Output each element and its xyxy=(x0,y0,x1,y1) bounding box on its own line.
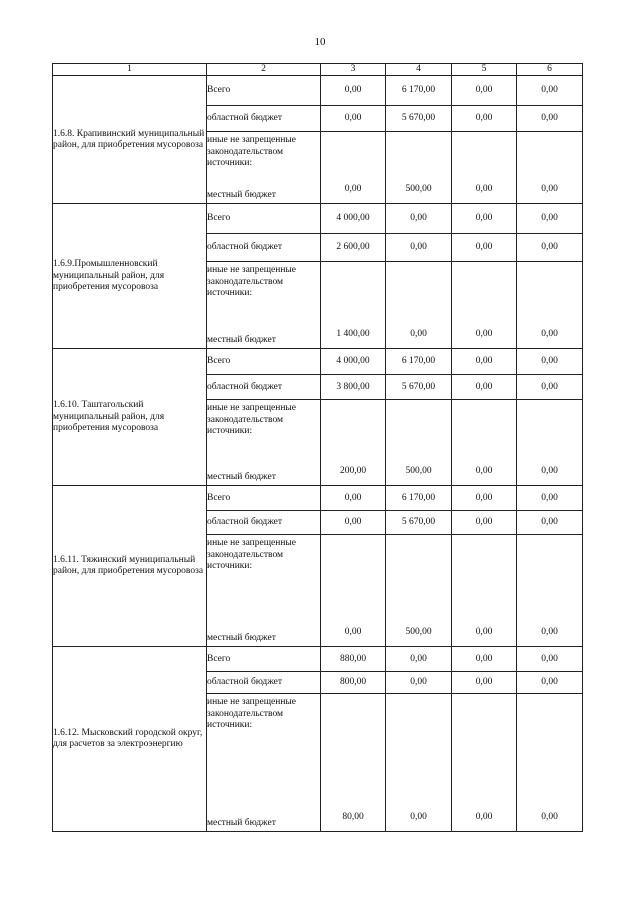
row-label-other-local xyxy=(207,262,321,349)
row-label-total: Всего xyxy=(207,647,321,672)
value-cell: 0,00 xyxy=(452,672,517,694)
local-value: 0,00 xyxy=(541,466,558,476)
value-cell: 880,00 xyxy=(321,647,386,672)
value-cell: 0,00 xyxy=(386,647,452,672)
local-value: 0,00 xyxy=(541,184,558,194)
row-label-other-sources: иные не запрещенные законодательством источники: xyxy=(207,403,297,437)
value-cell: 5 670,00 xyxy=(386,375,452,400)
value-cell: 5 670,00 xyxy=(386,106,452,132)
item-label: 1.6.8. Крапивинский муниципальный район, для приобретения мусоровоза xyxy=(53,128,205,150)
value-cell: 5 670,00 xyxy=(386,511,452,535)
row-label-total: Всего xyxy=(207,349,321,375)
local-value: 500,00 xyxy=(405,627,432,637)
value-cell xyxy=(386,262,452,349)
value-cell: 0,00 xyxy=(517,106,583,132)
local-value: 200,00 xyxy=(339,466,367,476)
item-cell xyxy=(53,647,207,832)
local-value: 0,00 xyxy=(410,329,427,339)
value-cell: 0,00 xyxy=(452,486,517,511)
value-cell xyxy=(386,694,452,832)
row-label-total: Всего xyxy=(207,486,321,511)
value-cell: 0,00 xyxy=(321,76,386,106)
value-cell xyxy=(321,400,386,486)
table-row xyxy=(53,349,583,375)
local-value: 500,00 xyxy=(405,466,432,476)
row-label-regional: областной бюджет xyxy=(207,234,321,262)
value-cell xyxy=(452,132,517,204)
value-cell: 0,00 xyxy=(321,486,386,511)
value-cell: 0,00 xyxy=(452,511,517,535)
row-label-other-sources: иные не запрещенные законодательством источники: xyxy=(207,697,297,731)
value-cell: 0,00 xyxy=(517,647,583,672)
value-cell: 0,00 xyxy=(452,647,517,672)
row-label-other-local xyxy=(207,132,321,204)
local-value: 0,00 xyxy=(475,627,493,637)
local-value: 0,00 xyxy=(541,329,558,339)
value-cell: 0,00 xyxy=(452,234,517,262)
local-value: 0,00 xyxy=(344,627,362,637)
table-row xyxy=(53,204,583,234)
header-row xyxy=(53,64,583,76)
value-cell xyxy=(321,132,386,204)
column-header: 2 xyxy=(207,64,321,76)
value-cell: 0,00 xyxy=(452,76,517,106)
value-cell xyxy=(452,694,517,832)
value-cell: 0,00 xyxy=(452,349,517,375)
row-label-local: местный бюджет xyxy=(207,817,276,828)
row-label-regional: областной бюджет xyxy=(207,511,321,535)
local-value: 0,00 xyxy=(410,812,427,822)
value-cell: 3 800,00 xyxy=(321,375,386,400)
row-label-local: местный бюджет xyxy=(207,471,276,482)
column-header: 5 xyxy=(452,64,517,76)
value-cell: 0,00 xyxy=(386,204,452,234)
value-cell xyxy=(321,694,386,832)
row-label-other-sources: иные не запрещенные законодательством источники: xyxy=(207,265,297,299)
value-cell: 0,00 xyxy=(321,106,386,132)
value-cell: 0,00 xyxy=(517,486,583,511)
value-cell xyxy=(452,400,517,486)
row-label-regional: областной бюджет xyxy=(207,672,321,694)
item-cell xyxy=(53,204,207,349)
value-cell xyxy=(321,262,386,349)
row-label-other-local xyxy=(207,535,321,647)
value-cell: 0,00 xyxy=(517,234,583,262)
local-value: 0,00 xyxy=(344,184,362,194)
item-label: 1.6.10. Таштагольский муниципальный район, для приобретения мусоровоза xyxy=(53,400,165,434)
value-cell xyxy=(386,535,452,647)
table-row xyxy=(53,647,583,672)
value-cell xyxy=(517,694,583,832)
item-cell xyxy=(53,76,207,204)
table-row xyxy=(53,76,583,106)
row-label-local: местный бюджет xyxy=(207,632,276,643)
row-label-other-sources: иные не запрещенные законодательством источники: xyxy=(207,135,297,169)
local-value: 1 400,00 xyxy=(336,329,370,339)
value-cell xyxy=(517,535,583,647)
row-label-total: Всего xyxy=(207,76,321,106)
value-cell: 0,00 xyxy=(517,375,583,400)
value-cell: 0,00 xyxy=(386,672,452,694)
item-label: 1.6.9.Промышленновский муниципальный район, для приобретения мусоровоза xyxy=(53,259,165,293)
value-cell xyxy=(517,400,583,486)
column-header: 1 xyxy=(53,64,207,76)
value-cell xyxy=(386,132,452,204)
local-value: 0,00 xyxy=(475,184,493,194)
value-cell xyxy=(321,535,386,647)
local-value: 500,00 xyxy=(405,184,432,194)
value-cell xyxy=(386,400,452,486)
budget-table xyxy=(52,63,583,832)
value-cell: 0,00 xyxy=(321,511,386,535)
value-cell: 0,00 xyxy=(517,76,583,106)
value-cell: 0,00 xyxy=(517,204,583,234)
local-value: 0,00 xyxy=(541,627,558,637)
value-cell: 0,00 xyxy=(517,349,583,375)
value-cell: 0,00 xyxy=(517,672,583,694)
value-cell: 800,00 xyxy=(321,672,386,694)
value-cell: 6 170,00 xyxy=(386,76,452,106)
value-cell: 0,00 xyxy=(517,511,583,535)
row-label-other-local xyxy=(207,400,321,486)
item-cell xyxy=(53,349,207,486)
local-value: 0,00 xyxy=(475,466,493,476)
local-value: 80,00 xyxy=(342,812,364,822)
page-number: 10 xyxy=(314,36,326,48)
value-cell xyxy=(517,132,583,204)
column-header: 6 xyxy=(517,64,583,76)
row-label-regional: областной бюджет xyxy=(207,375,321,400)
item-label: 1.6.11. Тяжинский муниципальный район, для приобретения мусоровоза xyxy=(53,555,204,577)
row-label-local: местный бюджет xyxy=(207,334,276,345)
column-header: 3 xyxy=(321,64,386,76)
item-label: 1.6.12. Мысковский городской округ, для расчетов за электроэнергию xyxy=(53,728,203,750)
local-value: 0,00 xyxy=(541,812,558,822)
row-label-total: Всего xyxy=(207,204,321,234)
value-cell: 4 000,00 xyxy=(321,349,386,375)
value-cell: 2 600,00 xyxy=(321,234,386,262)
value-cell xyxy=(517,262,583,349)
value-cell: 6 170,00 xyxy=(386,486,452,511)
value-cell: 6 170,00 xyxy=(386,349,452,375)
row-label-other-local xyxy=(207,694,321,832)
local-value: 0,00 xyxy=(475,329,493,339)
row-label-other-sources: иные не запрещенные законодательством источники: xyxy=(207,538,297,572)
value-cell: 0,00 xyxy=(386,234,452,262)
row-label-regional: областной бюджет xyxy=(207,106,321,132)
value-cell: 0,00 xyxy=(452,106,517,132)
value-cell xyxy=(452,262,517,349)
local-value: 0,00 xyxy=(475,812,493,822)
value-cell: 4 000,00 xyxy=(321,204,386,234)
value-cell: 0,00 xyxy=(452,204,517,234)
value-cell xyxy=(452,535,517,647)
row-label-local: местный бюджет xyxy=(207,189,276,200)
item-cell xyxy=(53,486,207,647)
table-row xyxy=(53,486,583,511)
value-cell: 0,00 xyxy=(452,375,517,400)
column-header: 4 xyxy=(386,64,452,76)
